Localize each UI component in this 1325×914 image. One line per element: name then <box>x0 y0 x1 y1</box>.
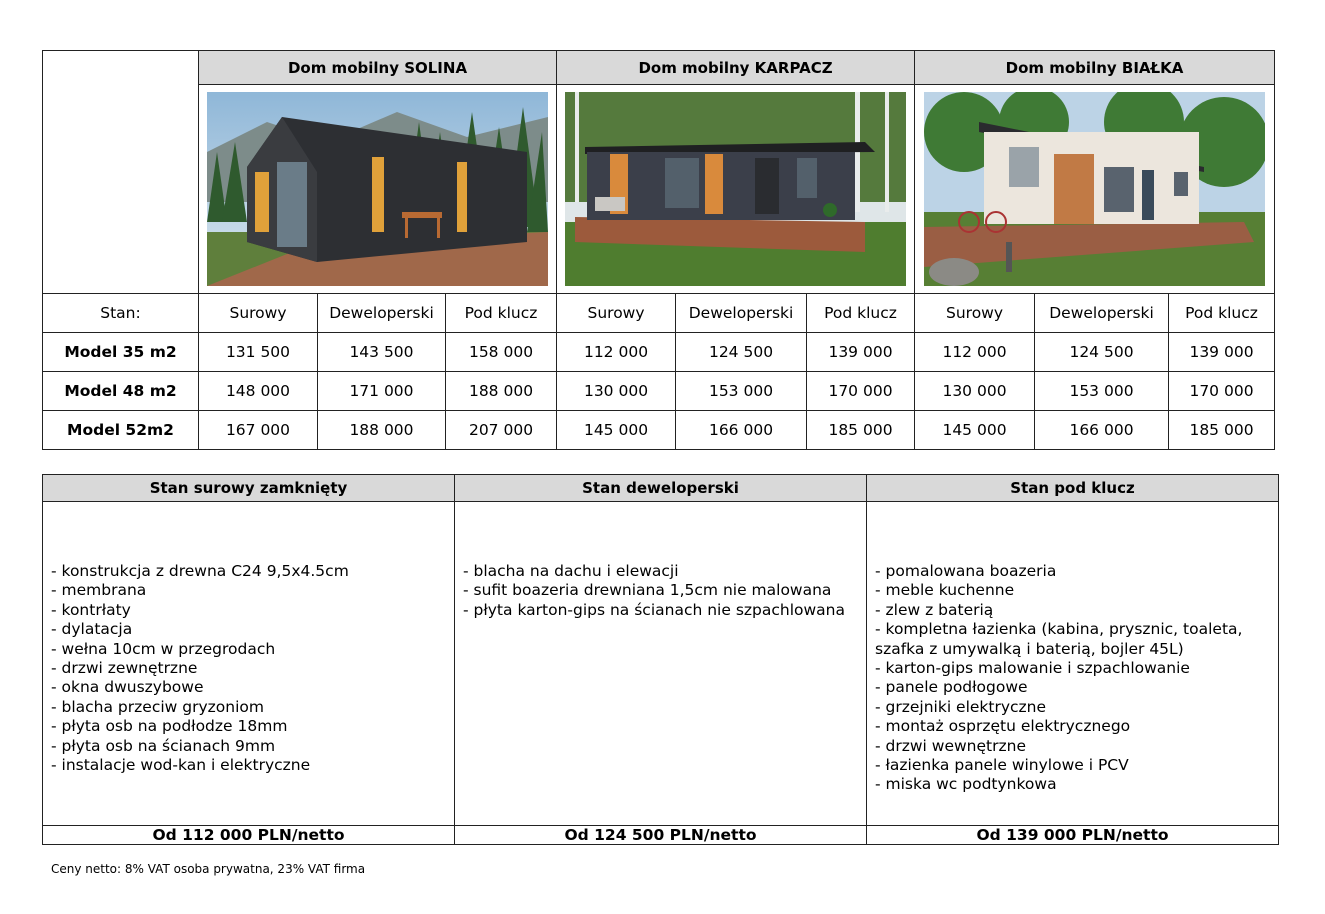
price-cell: 185 000 <box>1169 411 1275 450</box>
price-cell: 143 500 <box>318 333 446 372</box>
list-item: - dylatacja <box>51 620 133 639</box>
package-list-deweloperski <box>455 502 867 826</box>
price-cell: 130 000 <box>557 372 676 411</box>
price-cell: 171 000 <box>318 372 446 411</box>
list-item: - łazienka panele winylowe i PCV <box>875 756 1129 775</box>
list-item: - kontrłaty <box>51 600 131 619</box>
house-photo-karpacz <box>565 92 906 286</box>
list-item: - kompletna łazienka (kabina, prysznic, toaleta, szafka z umywalką i baterią, bojler 45L) <box>875 620 1243 658</box>
house-photo-solina <box>207 92 548 286</box>
price-cell: 112 000 <box>915 333 1035 372</box>
stage-solina-pod-klucz: Pod klucz <box>446 294 557 333</box>
house-title-solina: Dom mobilny SOLINA <box>199 51 557 85</box>
price-cell: 131 500 <box>199 333 318 372</box>
list-item: - meble kuchenne <box>875 581 1015 600</box>
price-cell: 170 000 <box>1169 372 1275 411</box>
list-item: - miska wc podtynkowa <box>875 775 1057 794</box>
price-cell: 153 000 <box>676 372 807 411</box>
package-title-surowy: Stan surowy zamknięty <box>43 475 455 502</box>
list-item: - płyta osb na ścianach 9mm <box>51 736 276 755</box>
price-cell: 153 000 <box>1035 372 1169 411</box>
stage-karpacz-pod-klucz: Pod klucz <box>807 294 915 333</box>
list-item: - karton-gips malowanie i szpachlowanie <box>875 659 1190 678</box>
stage-header-row <box>43 294 1275 333</box>
price-cell: 124 500 <box>676 333 807 372</box>
stage-bialka-deweloperski: Deweloperski <box>1035 294 1169 333</box>
list-item: - płyta karton-gips na ścianach nie szpachlowana <box>463 600 845 619</box>
package-list-pod-klucz <box>867 502 1279 826</box>
stage-bialka-pod-klucz: Pod klucz <box>1169 294 1275 333</box>
price-cell: 139 000 <box>807 333 915 372</box>
footnote: Ceny netto: 8% VAT osoba prywatna, 23% VAT firma <box>51 862 366 876</box>
house-photo-bialka <box>924 92 1265 286</box>
package-title-pod-klucz: Stan pod klucz <box>867 475 1279 502</box>
stage-solina-surowy: Surowy <box>199 294 318 333</box>
list-item: - blacha przeciw gryzoniom <box>51 697 264 716</box>
package-price-deweloperski: Od 124 500 PLN/netto <box>455 826 867 845</box>
price-cell: 188 000 <box>318 411 446 450</box>
price-cell: 166 000 <box>676 411 807 450</box>
house-title-karpacz: Dom mobilny KARPACZ <box>557 51 915 85</box>
price-cell: 124 500 <box>1035 333 1169 372</box>
package-price-surowy: Od 112 000 PLN/netto <box>43 826 455 845</box>
price-cell: 145 000 <box>557 411 676 450</box>
photo-cell-bialka <box>915 85 1275 294</box>
package-table <box>42 474 1279 845</box>
stage-bialka-surowy: Surowy <box>915 294 1035 333</box>
price-cell: 148 000 <box>199 372 318 411</box>
price-cell: 170 000 <box>807 372 915 411</box>
list-item: - montaż osprzętu elektrycznego <box>875 717 1131 736</box>
list-item: - drzwi wewnętrzne <box>875 736 1026 755</box>
stan-label: Stan: <box>43 294 199 333</box>
model-row-48 <box>43 372 1275 411</box>
price-cell: 158 000 <box>446 333 557 372</box>
price-table <box>42 50 1275 450</box>
list-item: - blacha na dachu i elewacji <box>463 562 679 580</box>
list-item: - płyta osb na podłodze 18mm <box>51 717 288 736</box>
price-cell: 188 000 <box>446 372 557 411</box>
package-list-surowy <box>43 502 455 826</box>
price-cell: 185 000 <box>807 411 915 450</box>
list-item: - konstrukcja z drewna C24 9,5x4.5cm <box>51 562 349 580</box>
model-row-35 <box>43 333 1275 372</box>
stage-karpacz-deweloperski: Deweloperski <box>676 294 807 333</box>
price-cell: 207 000 <box>446 411 557 450</box>
list-item: - sufit boazeria drewniana 1,5cm nie malowana <box>463 581 832 600</box>
list-item: - okna dwuszybowe <box>51 678 204 697</box>
list-item: - grzejniki elektryczne <box>875 697 1047 716</box>
photo-cell-karpacz <box>557 85 915 294</box>
model-label: Model 35 m2 <box>43 333 199 372</box>
price-cell: 166 000 <box>1035 411 1169 450</box>
price-cell: 167 000 <box>199 411 318 450</box>
list-item: - drzwi zewnętrzne <box>51 659 198 678</box>
package-price-pod-klucz: Od 139 000 PLN/netto <box>867 826 1279 845</box>
price-cell: 145 000 <box>915 411 1035 450</box>
list-item: - pomalowana boazeria <box>875 562 1057 580</box>
model-label: Model 48 m2 <box>43 372 199 411</box>
list-item: - panele podłogowe <box>875 678 1028 697</box>
list-item: - instalacje wod-kan i elektryczne <box>51 756 311 775</box>
package-title-deweloperski: Stan deweloperski <box>455 475 867 502</box>
list-item: - wełna 10cm w przegrodach <box>51 639 276 658</box>
stage-solina-deweloperski: Deweloperski <box>318 294 446 333</box>
model-row-52 <box>43 411 1275 450</box>
photo-cell-solina <box>199 85 557 294</box>
list-item: - zlew z baterią <box>875 600 994 619</box>
list-item: - membrana <box>51 581 147 600</box>
house-title-bialka: Dom mobilny BIAŁKA <box>915 51 1275 85</box>
price-cell: 130 000 <box>915 372 1035 411</box>
price-cell: 139 000 <box>1169 333 1275 372</box>
stage-karpacz-surowy: Surowy <box>557 294 676 333</box>
model-label: Model 52m2 <box>43 411 199 450</box>
empty-corner-cell <box>43 51 199 294</box>
price-cell: 112 000 <box>557 333 676 372</box>
